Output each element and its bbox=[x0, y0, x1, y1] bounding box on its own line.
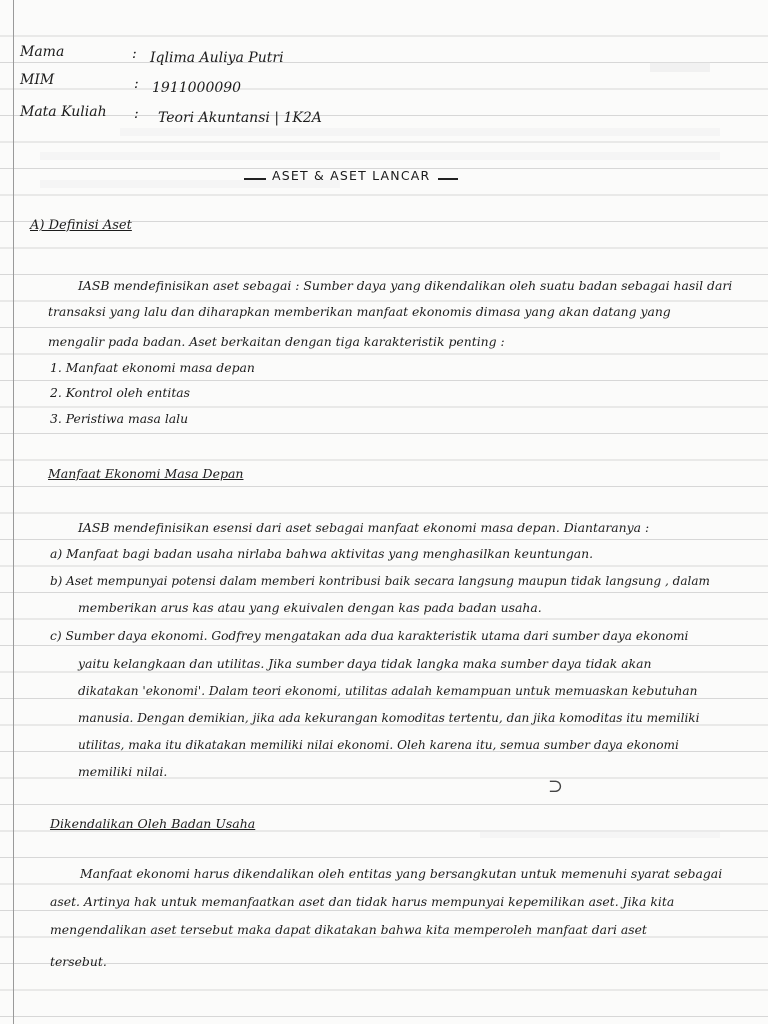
nim-label: MIM bbox=[20, 72, 55, 88]
manfaat-point-b-line-1: b) Aset mempunyai potensi dalam memberi kontribusi baik secara langsung maupun tidak langsung , dalam bbox=[50, 574, 710, 588]
nim-colon: : bbox=[134, 76, 139, 92]
course-label: Mata Kuliah bbox=[20, 104, 107, 120]
manfaat-point-c-line-2: yaitu kelangkaan dan utilitas. Jika sumber daya tidak langka maka sumber daya tidak akan bbox=[78, 656, 652, 671]
manfaat-point-c-line-5: utilitas, maka itu dikatakan memiliki nilai ekonomi. Oleh karena itu, semua sumber daya ekonomi bbox=[78, 738, 679, 752]
dikendalikan-heading: Dikendalikan Oleh Badan Usaha bbox=[50, 816, 256, 831]
margin-line bbox=[13, 0, 14, 1024]
bleed-through-smudge bbox=[480, 830, 720, 838]
bleed-through-smudge bbox=[650, 62, 710, 72]
list-item: 1. Manfaat ekonomi masa depan bbox=[50, 360, 255, 375]
section-a-para-line-3: mengalir pada badan. Aset berkaitan dengan tiga karakteristik penting : bbox=[48, 334, 505, 349]
manfaat-point-c-line-4: manusia. Dengan demikian, jika ada kekurangan komoditas tertentu, dan jika komoditas itu memiliki bbox=[78, 711, 700, 725]
list-item: 2. Kontrol oleh entitas bbox=[50, 385, 191, 400]
name-value: Iqlima Auliya Putri bbox=[150, 50, 284, 66]
section-a-para-line-1: IASB mendefinisikan aset sebagai : Sumber daya yang dikendalikan oleh suatu badan sebagai hasil dari bbox=[78, 278, 733, 293]
name-colon: : bbox=[132, 46, 137, 62]
section-a-heading: A) Definisi Aset bbox=[30, 218, 132, 233]
stray-pen-mark: ⊃ bbox=[548, 776, 564, 797]
manfaat-point-c-line-3: dikatakan 'ekonomi'. Dalam teori ekonomi, utilitas adalah kemampuan untuk memuaskan kebutuhan bbox=[78, 684, 698, 698]
bleed-through-smudge bbox=[40, 152, 720, 160]
manfaat-intro: IASB mendefinisikan esensi dari aset sebagai manfaat ekonomi masa depan. Diantaranya : bbox=[78, 520, 650, 535]
list-item: 3. Peristiwa masa lalu bbox=[50, 411, 189, 426]
dikendalikan-line-3: mengendalikan aset tersebut maka dapat dikatakan bahwa kita memperoleh manfaat dari aset bbox=[50, 922, 647, 937]
title-dash-left bbox=[244, 178, 266, 180]
name-label: Mama bbox=[20, 44, 65, 60]
dikendalikan-line-4: tersebut. bbox=[50, 954, 107, 969]
dikendalikan-line-1: Manfaat ekonomi harus dikendalikan oleh entitas yang bersangkutan untuk memenuhi syarat sebagai bbox=[80, 866, 723, 881]
course-value: Teori Akuntansi | 1K2A bbox=[158, 110, 322, 126]
manfaat-point-a: a) Manfaat bagi badan usaha nirlaba bahwa aktivitas yang menghasilkan keuntungan. bbox=[50, 546, 594, 561]
manfaat-heading: Manfaat Ekonomi Masa Depan bbox=[48, 466, 244, 481]
manfaat-point-c-line-1: c) Sumber daya ekonomi. Godfrey mengatakan ada dua karakteristik utama dari sumber daya ekonomi bbox=[50, 629, 689, 643]
manfaat-point-b-line-2: memberikan arus kas atau yang ekuivalen dengan kas pada badan usaha. bbox=[78, 600, 542, 615]
page-title: ASET & ASET LANCAR bbox=[272, 168, 431, 183]
section-a-para-line-2: transaksi yang lalu dan diharapkan memberikan manfaat ekonomis dimasa yang akan datang yang bbox=[48, 304, 671, 319]
bleed-through-smudge bbox=[120, 128, 720, 136]
dikendalikan-line-2: aset. Artinya hak untuk memanfaatkan aset dan tidak harus mempunyai kepemilikan aset. Jika kita bbox=[50, 894, 675, 909]
course-colon: : bbox=[134, 106, 139, 122]
title-dash-right bbox=[438, 178, 458, 180]
nim-value: 1911000090 bbox=[152, 80, 242, 96]
manfaat-point-c-line-6: memiliki nilai. bbox=[78, 764, 168, 779]
